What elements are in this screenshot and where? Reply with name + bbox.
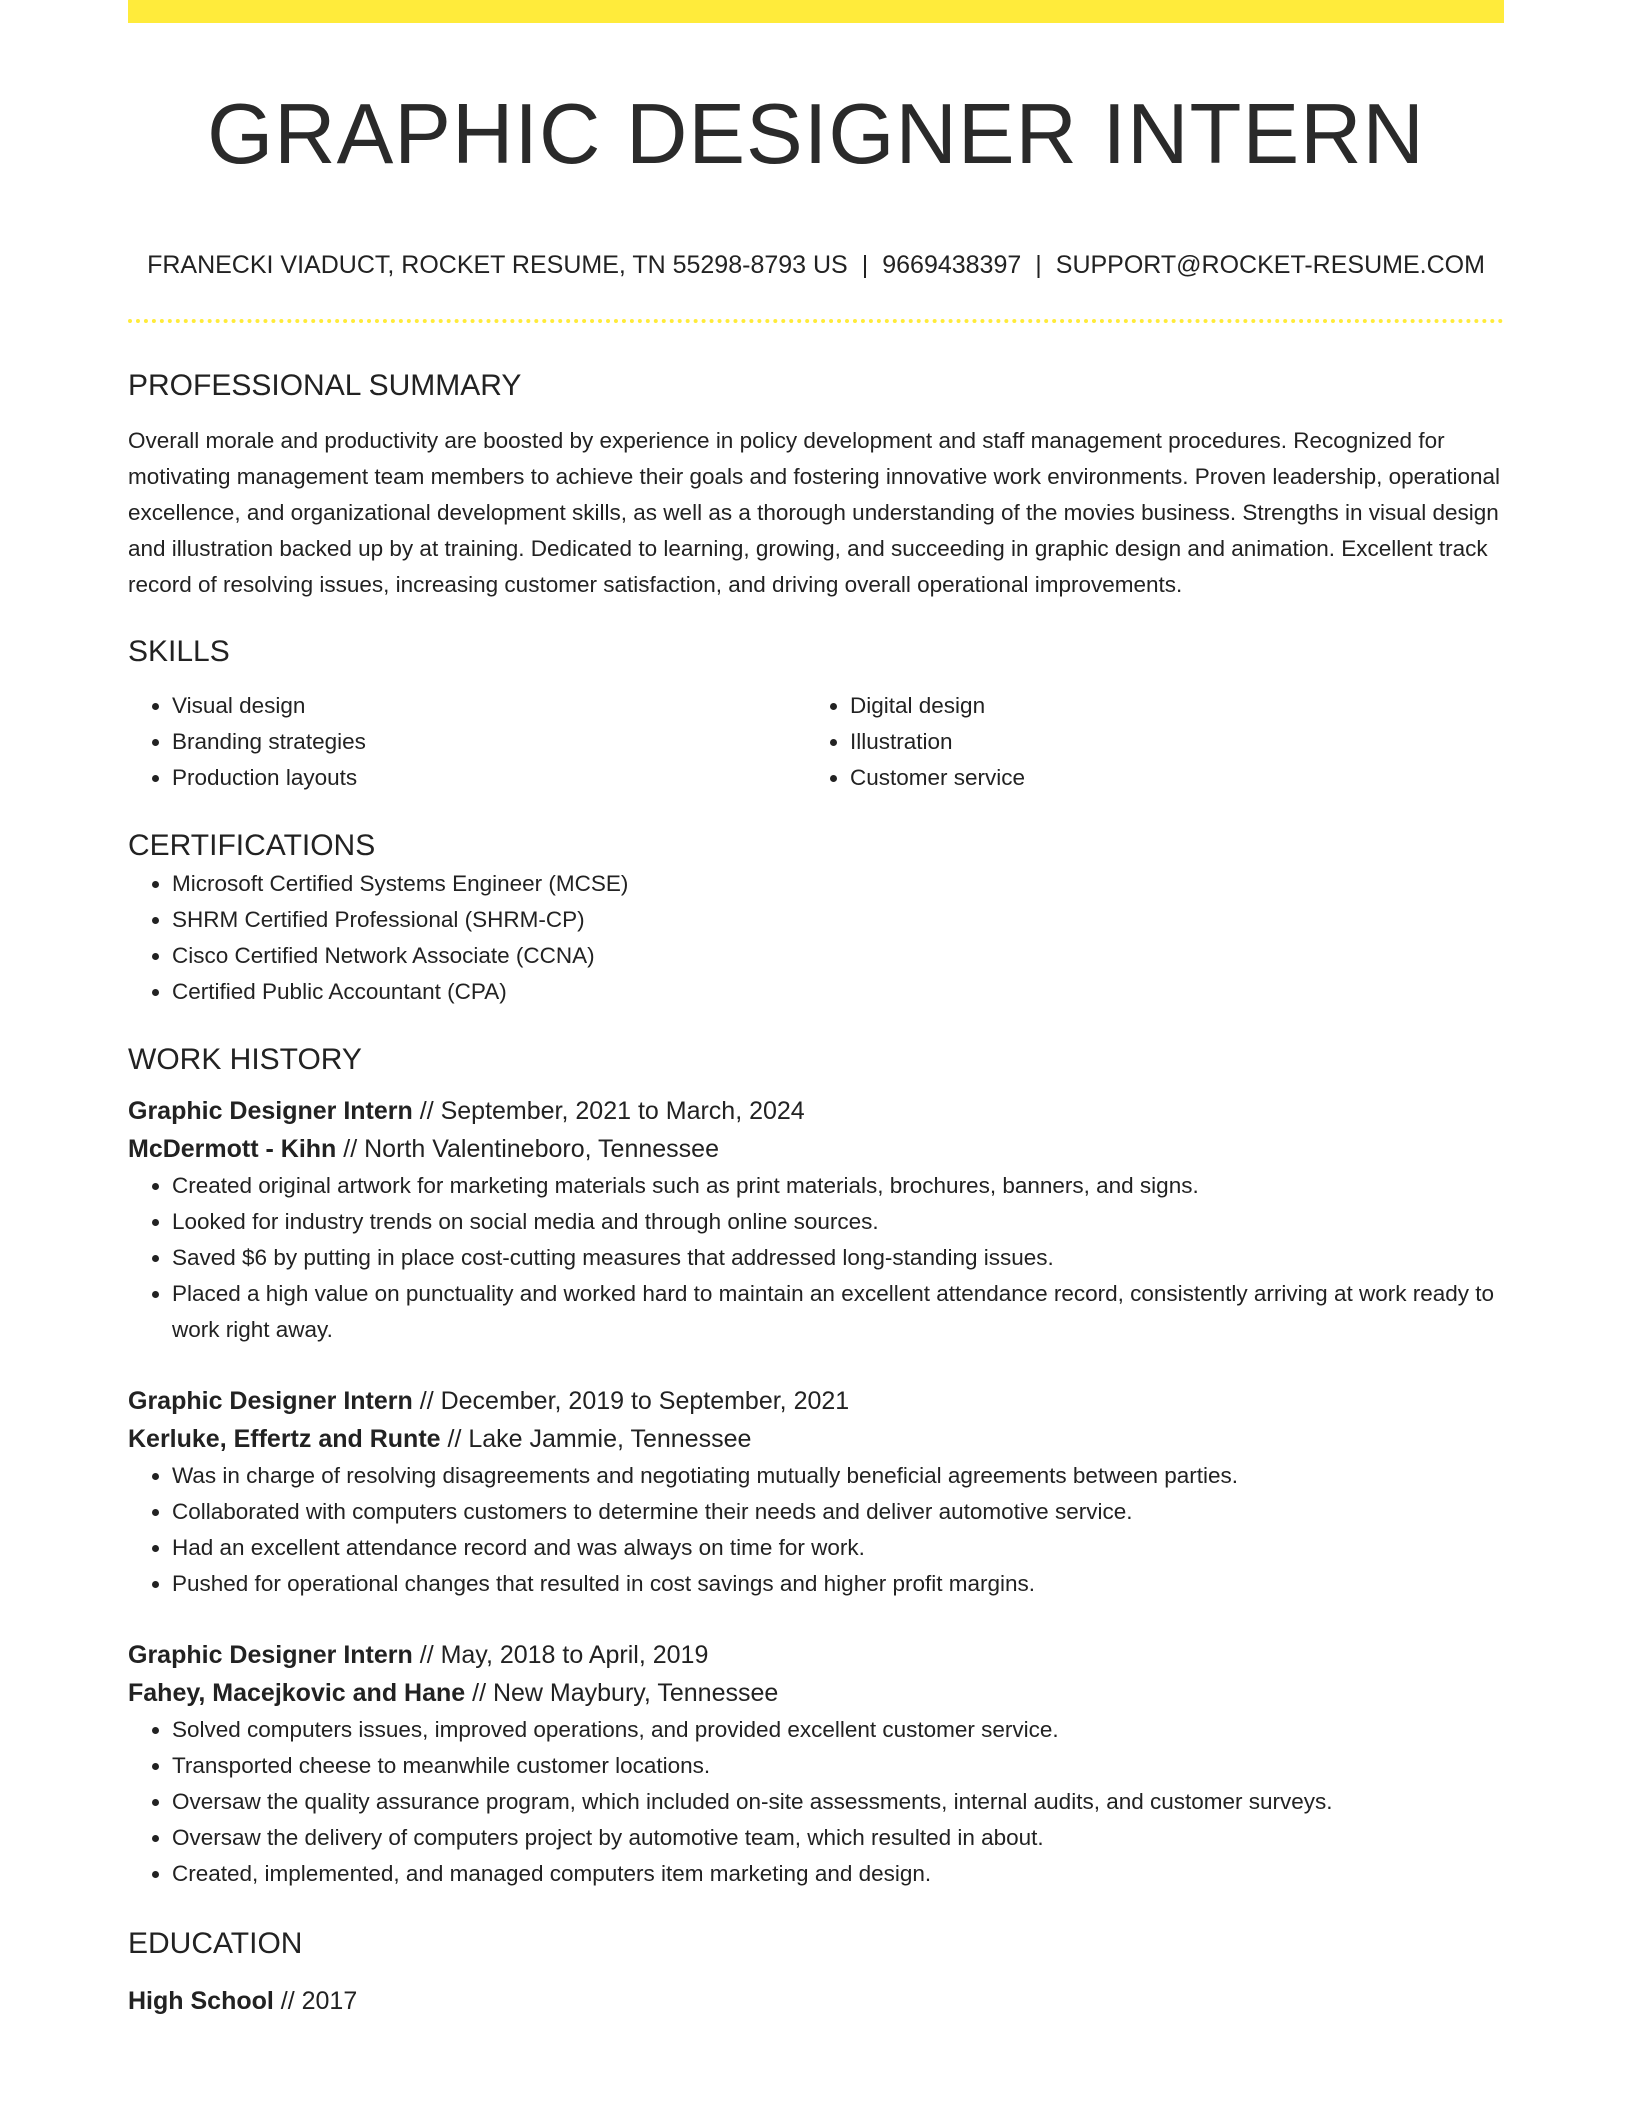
job-bullet: • Oversaw the delivery of computers project by automotive team, which resulted in about. [172,1820,1504,1856]
skill-item: • Illustration [850,724,1484,760]
section-title-summary: PROFESSIONAL SUMMARY [128,369,522,402]
job-bullet: • Saved $6 by putting in place cost-cutting measures that addressed long-standing issues. [172,1240,1504,1276]
resume-title: GRAPHIC DESIGNER INTERN [207,87,1425,182]
contact-separator: | [861,251,869,279]
certification-item: • Cisco Certified Network Associate (CCNA) [172,938,1504,974]
job-bullet: • Pushed for operational changes that resulted in cost savings and higher profit margins. [172,1566,1504,1602]
dotted-divider [128,319,1504,323]
job-bullet: • Placed a high value on punctuality and worked hard to maintain an excellent attendance record, consistently arriving at work ready to work right away. [172,1276,1504,1348]
job-bullets [128,1712,1504,1892]
resume-page [128,0,1504,2020]
section-title-skills: SKILLS [128,635,230,668]
job-role: Graphic Designer Intern [128,1387,413,1415]
skill-item: • Branding strategies [172,724,806,760]
job-location: // Lake Jammie, Tennessee [440,1425,752,1453]
skill-item: • Visual design [172,688,806,724]
skills-grid [128,688,1504,796]
job-company-line [128,1130,1504,1168]
job-company: McDermott - Kihn [128,1135,337,1163]
certification-item: • SHRM Certified Professional (SHRM-CP) [172,902,1504,938]
job-bullet: • Created, implemented, and managed computers item marketing and design. [172,1856,1504,1892]
summary-text: Overall morale and productivity are boosted by experience in policy development and staff management procedures. Recognized for motivating management team members to achieve their goals and fostering innovative work environments. Proven leadership, operational excellence, and organizational development skills, as well as a thorough understanding of the movies business. Strengths in visual design and illustration backed up by at training. Dedicated to learning, growing, and succeeding in graphic design and animation. Excellent track record of resolving issues, increasing customer satisfaction, and driving overall operational improvements. [128,428,1500,597]
job-location: // New Maybury, Tennessee [465,1679,779,1707]
section-title-certifications: CERTIFICATIONS [128,829,376,862]
job-entry [128,1382,1504,1602]
contact-phone: 9669438397 [882,251,1022,279]
job-role-line [128,1382,1504,1420]
job-role: Graphic Designer Intern [128,1097,413,1125]
job-bullet: • Transported cheese to meanwhile customer locations. [172,1748,1504,1784]
job-company: Fahey, Macejkovic and Hane [128,1679,466,1707]
top-accent-bar [128,0,1504,23]
skill-item: • Customer service [850,760,1484,796]
job-role-line [128,1636,1504,1674]
job-company-line [128,1674,1504,1712]
section-title-work-history: WORK HISTORY [128,1043,362,1076]
certification-item: • Microsoft Certified Systems Engineer (MCSE) [172,866,1504,902]
job-dates: // December, 2019 to September, 2021 [412,1387,850,1415]
job-bullets [128,1458,1504,1602]
certification-item: • Certified Public Accountant (CPA) [172,974,1504,1010]
skill-item: • Digital design [850,688,1484,724]
contact-separator: | [1035,251,1042,279]
job-bullet: • Created original artwork for marketing materials such as print materials, brochures, banners, and signs. [172,1168,1504,1204]
job-bullets [128,1168,1504,1348]
job-dates: // May, 2018 to April, 2019 [412,1641,709,1669]
education-degree: High School [128,1987,274,2015]
job-role: Graphic Designer Intern [128,1641,413,1669]
job-company: Kerluke, Effertz and Runte [128,1425,441,1453]
section-title-education: EDUCATION [128,1927,303,1960]
skill-item: • Production layouts [172,760,806,796]
contact-email: SUPPORT@ROCKET-RESUME.COM [1055,251,1485,279]
job-location: // North Valentineboro, Tennessee [336,1135,719,1163]
certifications-list [128,866,1504,1010]
contact-line [128,249,1504,281]
job-bullet: • Had an excellent attendance record and was always on time for work. [172,1530,1504,1566]
skills-list-right [806,688,1484,796]
job-dates: // September, 2021 to March, 2024 [412,1097,805,1125]
contact-address: FRANECKI VIADUCT, ROCKET RESUME, TN 55298-8793 US [147,251,848,279]
job-bullet: • Looked for industry trends on social media and through online sources. [172,1204,1504,1240]
skills-list-left [128,688,806,796]
job-bullet: • Was in charge of resolving disagreements and negotiating mutually beneficial agreements between parties. [172,1458,1504,1494]
education-entry [128,1982,1504,2020]
job-bullet: • Oversaw the quality assurance program, which included on-site assessments, internal audits, and customer surveys. [172,1784,1504,1820]
education-year: // 2017 [273,1987,358,2015]
job-entry [128,1636,1504,1892]
job-role-line [128,1092,1504,1130]
job-bullet: • Collaborated with computers customers to determine their needs and deliver automotive service. [172,1494,1504,1530]
job-bullet: • Solved computers issues, improved operations, and provided excellent customer service. [172,1712,1504,1748]
job-company-line [128,1420,1504,1458]
job-entry [128,1092,1504,1348]
